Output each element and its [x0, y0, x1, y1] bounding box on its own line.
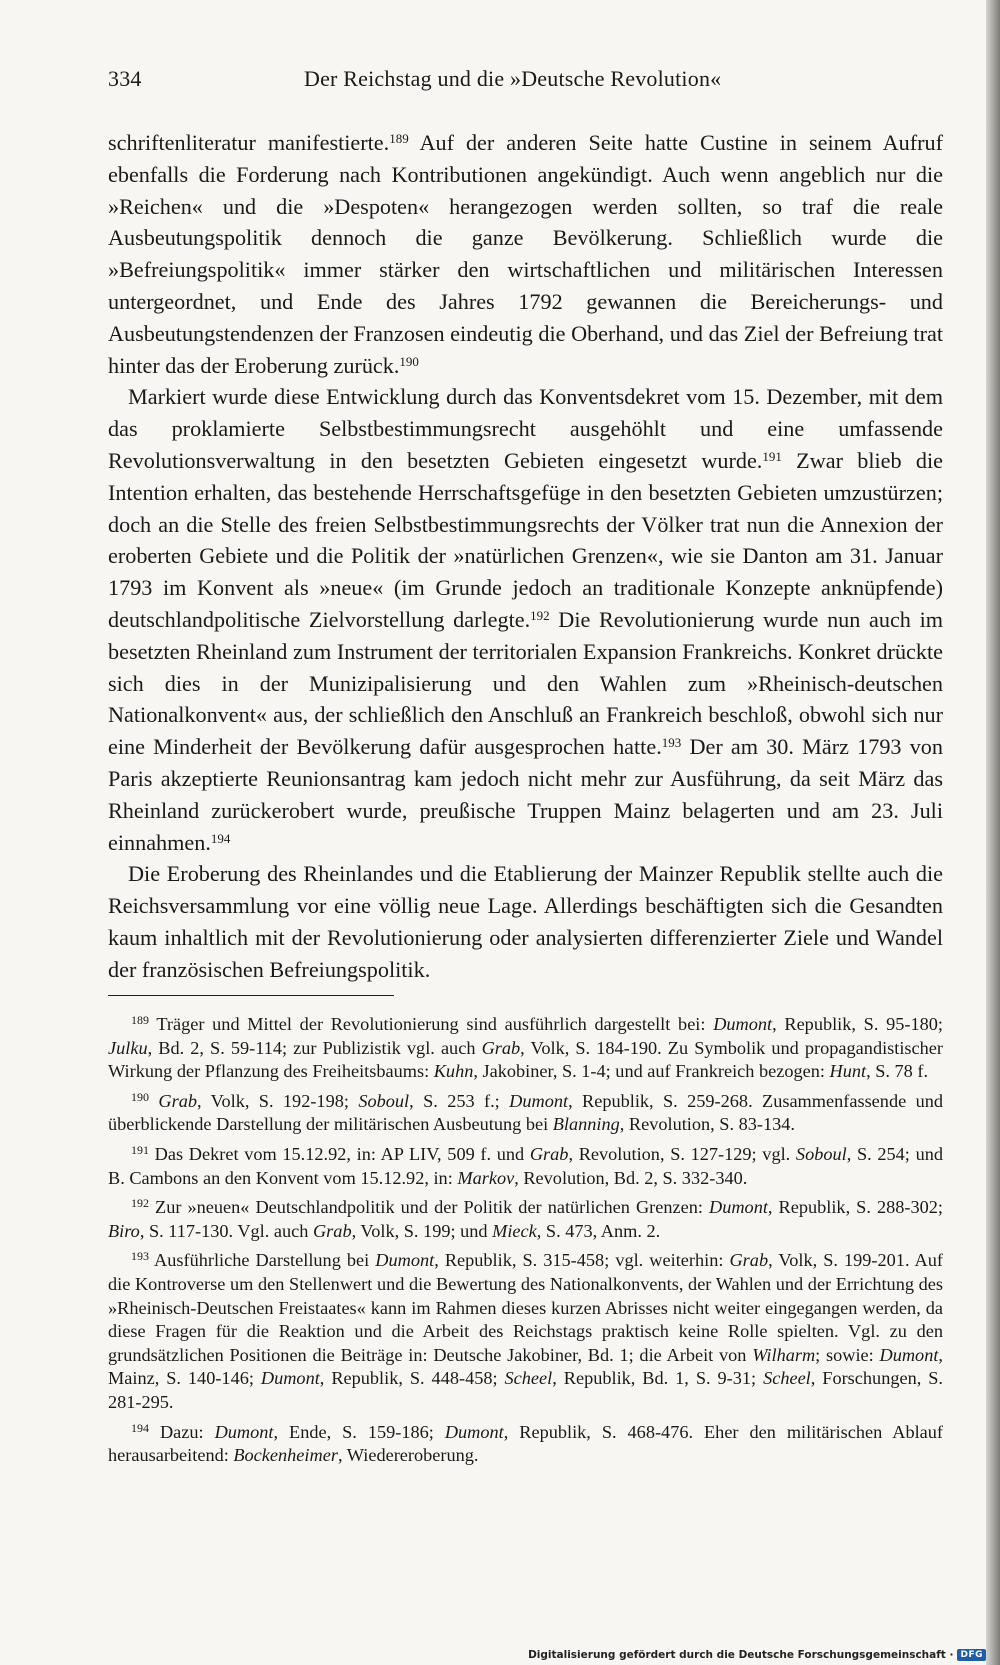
author-name: Scheel [763, 1368, 811, 1389]
text-segment: Zwar blieb die Intention erhalten, das bestehende Herrschaftsgefüge in den besetzten Gebieten umzustürzen; doch an die Stelle des freien Selbstbestimmungsrechts der Völker trat nun die Annexion der eroberten Gebiete und die Politik der »natürlichen Grenzen«, wie sie Danton am 31. Januar 1793 im Konvent als »neue« (im Grunde jedoch an traditionale Konzepte anknüpfende) deutschlandpolitische Zielvorstellung darlegte. [108, 447, 943, 632]
text-segment: , Revolution, S. 127-129; vgl. [568, 1143, 796, 1164]
text-segment: , S. 473, Anm. 2. [536, 1220, 661, 1241]
text-segment: , Republik, S. 288-302; [767, 1197, 943, 1218]
text-segment: , Revolution, Bd. 2, S. 332-340. [514, 1167, 748, 1188]
text-segment: , S. 254; und B. Cambons an den Konvent vom 15.12.92, in: [108, 1143, 943, 1188]
author-name: Biro [108, 1220, 140, 1241]
author-name: Wilharm [752, 1344, 816, 1365]
text-segment: , Volk, S. 199-201. Auf die Kontroverse um den Stellenwert und die Bewertung des Nationalkonvents, der Wahlen und der Errichtung des »Rheinisch-Deutschen Freistaates« kann im Rahmen dieses kurzen Abrisses nicht weiter eingegangen werden, da diese Fragen für die Reaktion und die Arbeit des Reichstags praktisch keine Rolle spielten. Vgl. zu den grundsätzlichen Positionen die Beiträge in: Deutsche Jakobiner, Bd. 1; die Arbeit von [108, 1250, 943, 1365]
author-name: Bockenheimer [233, 1445, 338, 1466]
author-name: Dumont [509, 1090, 569, 1111]
text-segment: Träger und Mittel der Revolutionierung sind ausführlich dargestellt bei: [149, 1014, 714, 1034]
author-name: Grab [729, 1250, 769, 1271]
paragraph-2 [108, 381, 943, 858]
author-name: Dumont [214, 1421, 274, 1442]
author-name: Dumont [375, 1250, 435, 1271]
author-name: Soboul [795, 1143, 847, 1164]
text-segment: , Volk, S. 199; und [351, 1220, 493, 1241]
page-number: 334 [108, 66, 142, 91]
footnote-190 [108, 1090, 943, 1137]
footnote-ref-193[interactable]: 193 [661, 735, 682, 750]
footnote-number: 191 [131, 1142, 149, 1157]
author-name: Dumont [444, 1421, 504, 1442]
author-name: Markov [457, 1167, 515, 1188]
digitization-notice: Digitalisierung gefördert durch die Deutsche Forschungsgemeinschaft · [528, 1649, 954, 1661]
text-segment: , S. 117-130. Vgl. auch [139, 1220, 313, 1241]
text-segment: Das Dekret vom 15.12.92, in: AP LIV, 509 f. und [149, 1143, 530, 1164]
text-segment: Zur »neuen« Deutschlandpolitik und der Politik der natürlichen Grenzen: [149, 1197, 710, 1218]
author-name: Julku [108, 1037, 148, 1058]
text-segment: Auf der anderen Seite hatte Custine in seinem Aufruf ebenfalls die Forderung nach Kontributionen angekündigt. Auch wenn angeblich nur die »Reichen« und die »Despoten« herangezogen werden sollten, so traf die reale Ausbeutungspolitik dennoch die ganze Bevölkerung. Schließlich wurde die »Befreiungspolitik« immer stärker den wirtschaftlichen und militärischen Interessen untergeordnet, und Ende des Jahres 1792 gewannen die Bereicherungs- und Ausbeutungstendenzen der Franzosen eindeutig die Oberhand, und das Ziel der Befreiung trat hinter das der Eroberung zurück. [108, 130, 943, 378]
text-segment: , Republik, S. 95-180; [772, 1014, 943, 1034]
text-segment: , Republik, S. 448-458; [319, 1368, 505, 1389]
text-segment: ; sowie: [815, 1344, 880, 1365]
footnotes [108, 1013, 943, 1474]
text-segment: , Jakobiner, S. 1-4; und auf Frankreich bezogen: [473, 1061, 830, 1082]
author-name: Grab [312, 1220, 352, 1241]
footnote-number: 193 [131, 1249, 149, 1264]
footnote-ref-189[interactable]: 189 [389, 130, 409, 146]
author-name: Blanning [552, 1114, 620, 1135]
text-segment: , Republik, Bd. 1, S. 9-31; [552, 1368, 764, 1389]
text-segment: Dazu: [149, 1421, 215, 1442]
text-segment: , Republik, S. 259-268. Zusammenfassende und überblickende Darstellung der militärischen Ausbeutung bei [108, 1090, 944, 1135]
text-segment: , S. 253 f.; [409, 1090, 510, 1111]
author-name: Soboul [358, 1090, 410, 1111]
paragraph-3 [108, 858, 943, 985]
page-edge-shadow [986, 0, 1000, 1665]
author-name: Grab [158, 1090, 197, 1111]
text-segment: , Wiedereroberung. [337, 1445, 479, 1466]
footnote-189 [108, 1013, 943, 1084]
footnote-number: 194 [131, 1420, 149, 1435]
author-name: Hunt [829, 1061, 867, 1082]
digitization-footer [528, 1649, 986, 1661]
text-segment: Die Revolutionierung wurde nun auch im besetzten Rheinland zum Instrument der territorialen Expansion Frankreichs. Konkret drückte sich dies in der Munizipalisierung und den Wahlen zum »Rheinisch-deutschen Nationalkonvent« aus, der schließlich den Anschluß an Frankreich beschloß, obwohl sich nur eine Minderheit der Bevölkerung dafür ausgesprochen hatte. [108, 606, 943, 760]
dfg-logo[interactable]: DFG [957, 1649, 986, 1661]
footnote-ref-190[interactable]: 190 [399, 353, 419, 369]
author-name: Scheel [504, 1368, 553, 1389]
author-name: Grab [529, 1143, 569, 1164]
text-segment: Ausführliche Darstellung bei [149, 1250, 376, 1271]
author-name: Dumont [709, 1197, 768, 1218]
author-name: Mieck [492, 1220, 537, 1241]
text-segment: Markiert wurde diese Entwicklung durch das Konventsdekret vom 15. Dezember, mit dem das proklamierte Selbstbestimmungsrecht ausgehöhlt und eine umfassende Revolutionsverwaltung in den besetzten Gebieten eingesetzt wurde. [108, 384, 943, 473]
footnote-ref-192[interactable]: 192 [530, 607, 550, 623]
text-segment: , Volk, S. 184-190. Zu Symbolik und propagandistischer Wirkung der Pflanzung des Freiheitsbaums: [108, 1037, 944, 1082]
author-name: Grab [481, 1037, 521, 1058]
paragraph-1 [108, 127, 943, 381]
footnote-194 [108, 1421, 943, 1468]
text-segment: , Mainz, S. 140-146; [108, 1344, 943, 1389]
footnote-191 [108, 1143, 943, 1190]
text-segment: , Republik, S. 468-476. Eher den militärischen Ablauf herausarbeitend: [108, 1421, 944, 1466]
text-segment: , Ende, S. 159-186; [273, 1421, 445, 1442]
footnote-divider [108, 995, 394, 996]
text-segment: , Forschungen, S. 281-295. [108, 1368, 943, 1412]
text-segment: , Volk, S. 192-198; [197, 1090, 359, 1111]
text-segment: Die Eroberung des Rheinlandes und die Etablierung der Mainzer Republik stellte auch die Reichsversammlung vor eine völlig neue Lage. Allerdings beschäftigten sich die Gesandten kaum inhaltlich mit der Revolutionierung oder analysierten differenzierter Ziele und Wandel der französischen Befreiungspolitik. [108, 861, 943, 982]
footnote-ref-191[interactable]: 191 [762, 448, 782, 464]
text-segment: schriftenliteratur manifestierte. [108, 130, 390, 155]
text-segment: , Republik, S. 315-458; vgl. weiterhin: [434, 1250, 730, 1271]
text-segment: , Revolution, S. 83-134. [619, 1114, 795, 1135]
main-text [108, 127, 943, 986]
footnote-number: 192 [131, 1196, 149, 1211]
running-title: Der Reichstag und die »Deutsche Revolution« [304, 66, 722, 91]
author-name: Kuhn [433, 1061, 474, 1082]
footnote-193 [108, 1249, 943, 1414]
author-name: Dumont [260, 1368, 320, 1389]
text-segment: , Bd. 2, S. 59-114; zur Publizistik vgl. auch [147, 1037, 482, 1058]
text-segment: Der am 30. März 1793 von Paris akzeptierte Reunionsantrag kam jedoch nicht mehr zur Ausführung, da seit März das Rheinland zurückerobert wurde, preußische Truppen Mainz belagerten und am 23. Juli einnahmen. [108, 734, 943, 855]
footnote-number: 189 [131, 1013, 149, 1027]
author-name: Dumont [713, 1014, 773, 1034]
author-name: Dumont [879, 1344, 939, 1365]
text-segment: , S. 78 f. [866, 1061, 929, 1082]
footnote-number: 190 [131, 1089, 149, 1104]
footnote-192 [108, 1196, 943, 1243]
text-segment [149, 1091, 158, 1111]
footnote-ref-194[interactable]: 194 [210, 830, 231, 846]
